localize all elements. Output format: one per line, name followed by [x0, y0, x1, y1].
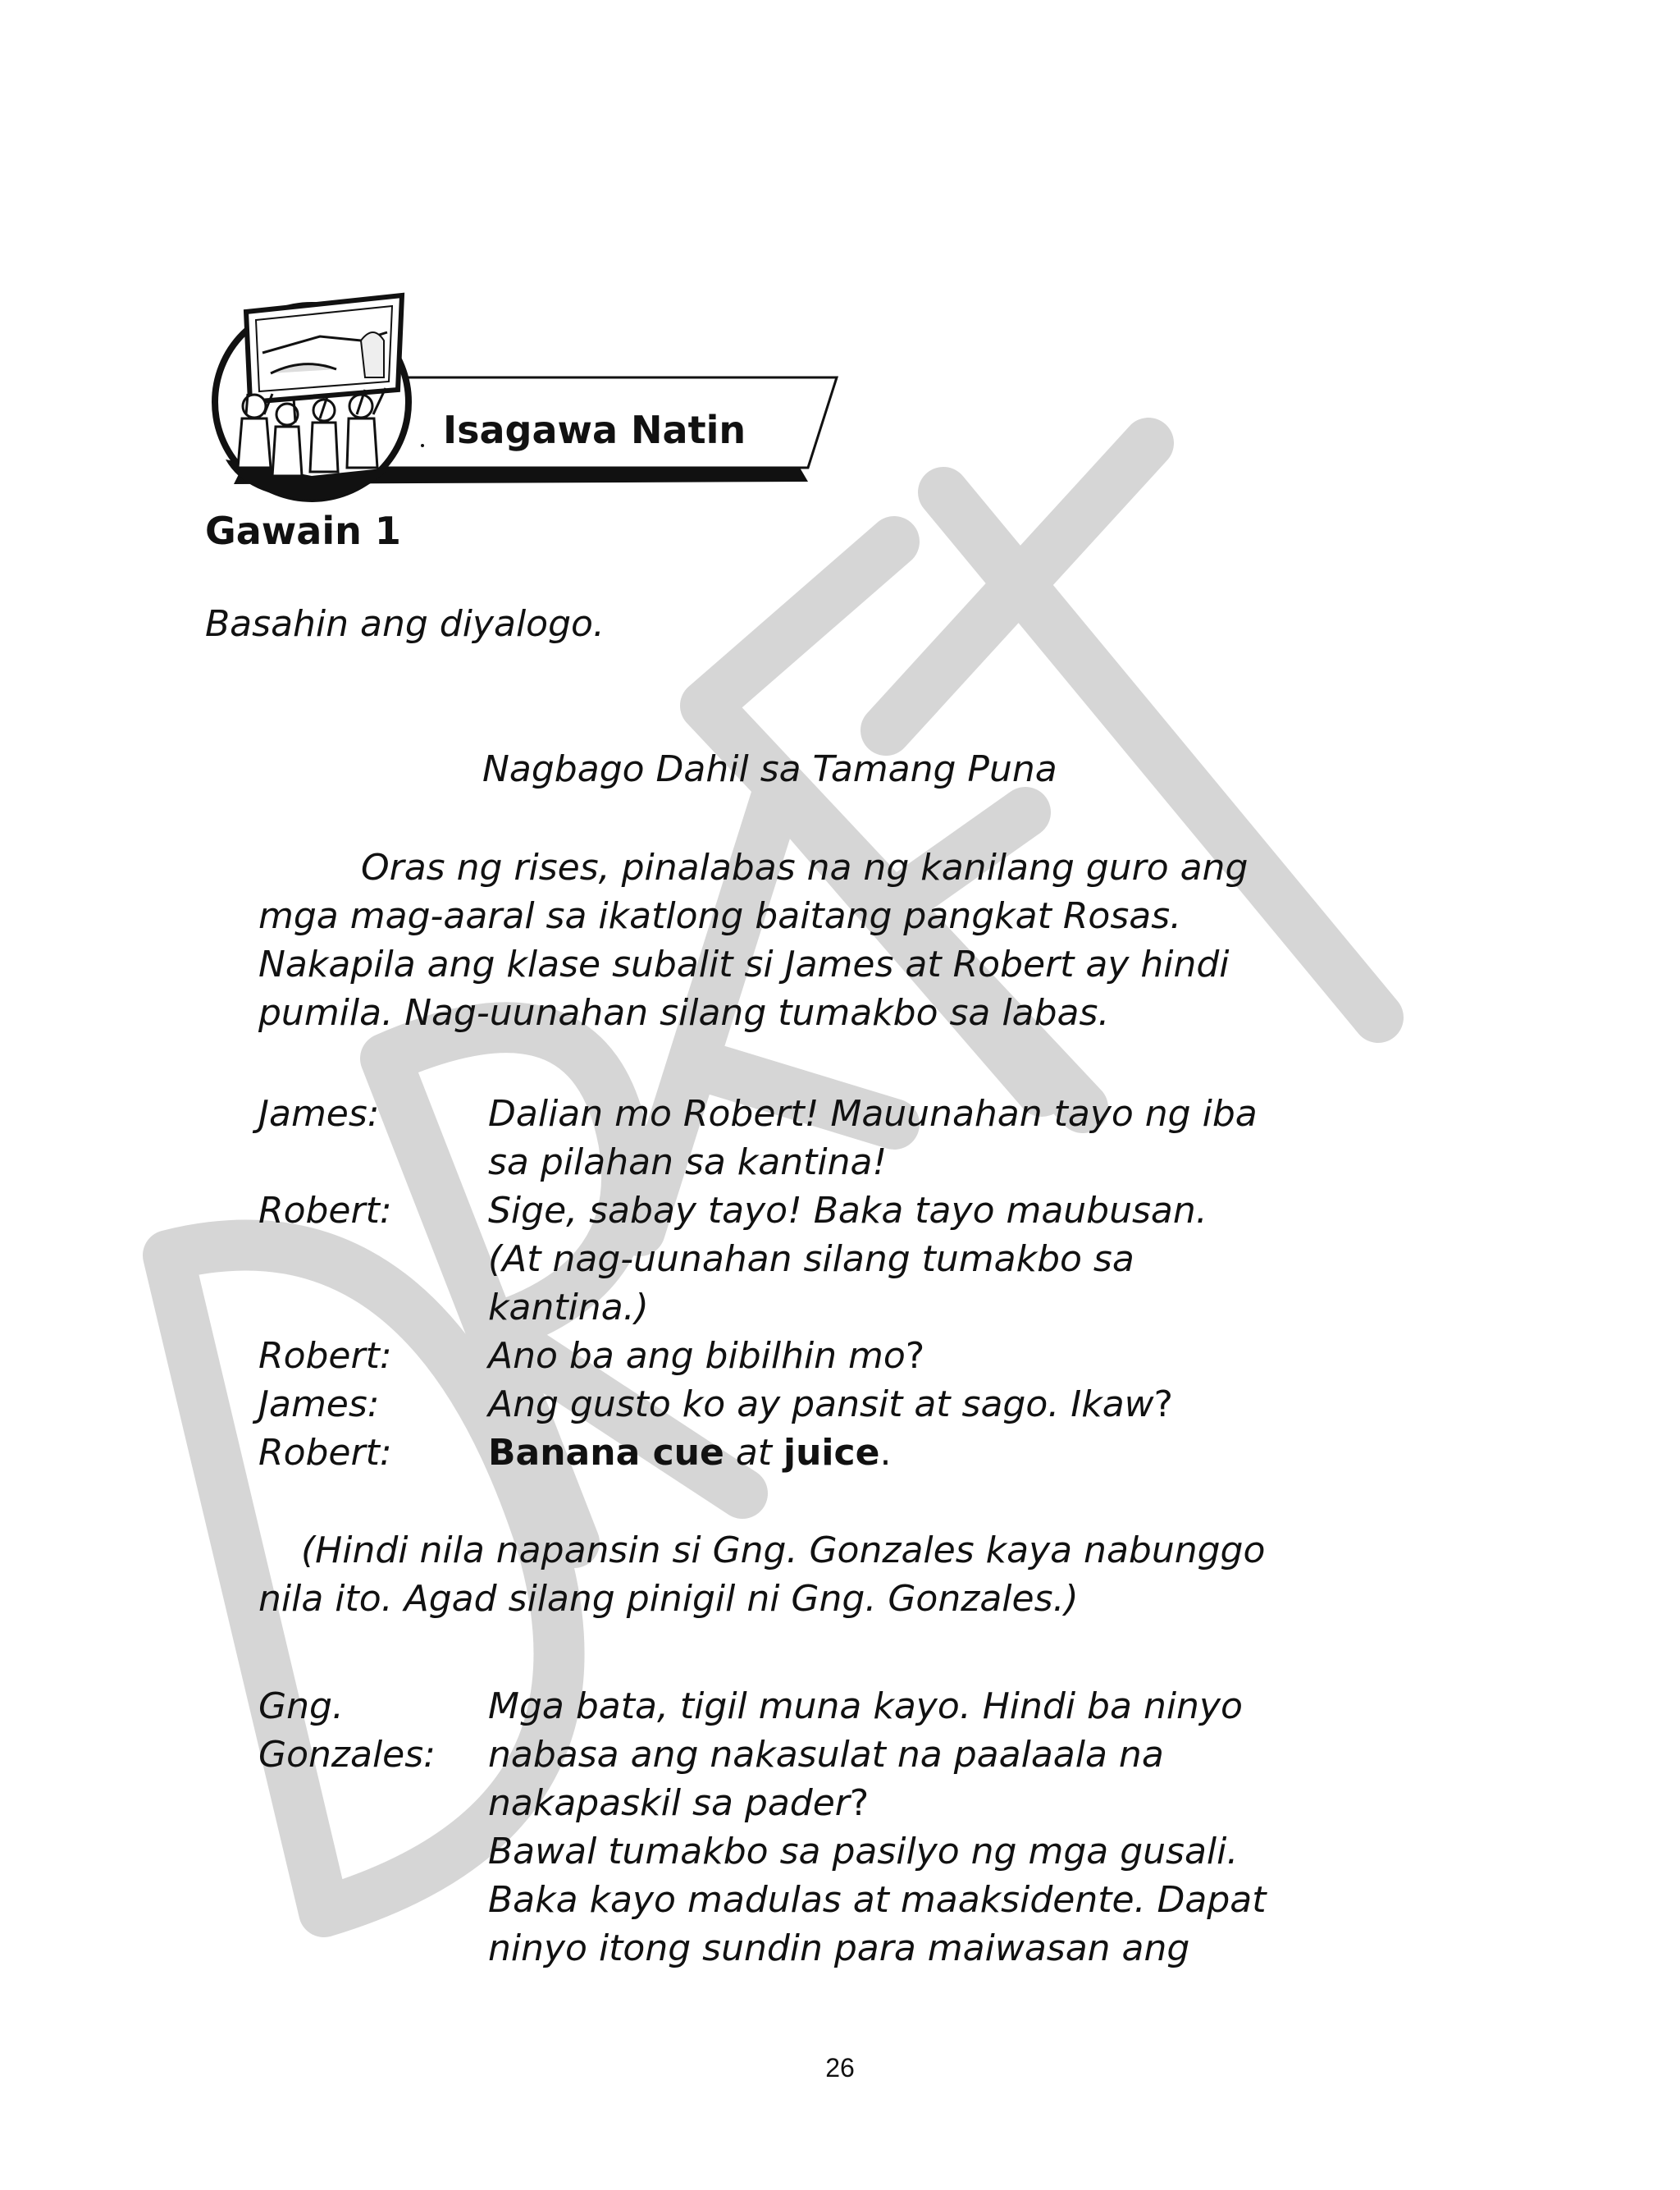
dialogue-row	[258, 1779, 1390, 1827]
narration-line: Nakapila ang klase subalit si James at Robert ay hindi	[258, 944, 1230, 985]
speaker-label	[258, 1779, 488, 1827]
dialogue-line: kantina.)	[488, 1287, 649, 1328]
dialogue-line: ninyo itong sundin para maiwasan ang	[488, 1927, 1190, 1969]
dialogue-row	[258, 1429, 1390, 1477]
speaker-label	[258, 1283, 488, 1332]
children-holding-picture-icon	[215, 295, 409, 500]
speaker-label: Robert:	[258, 1432, 392, 1474]
dialogue-row	[258, 1235, 1390, 1283]
speaker-label	[258, 1924, 488, 1973]
speaker-label	[258, 1235, 488, 1283]
dialogue-line: Banana cue at juice.	[488, 1432, 892, 1474]
dialogue-row	[258, 1138, 1390, 1186]
speaker-label	[258, 1827, 488, 1876]
speaker-label: James:	[258, 1383, 380, 1425]
speaker-label: Robert:	[258, 1190, 392, 1232]
dialogue-row	[258, 1924, 1390, 1973]
dialogue-block	[258, 1090, 1390, 1477]
narration-line: Oras ng rises, pinalabas na ng kanilang guro ang	[361, 847, 1249, 889]
narration-line: (Hindi nila napansin si Gng. Gonzales kaya nabunggo	[301, 1529, 1266, 1571]
speaker-label	[258, 1876, 488, 1924]
dialogue-row	[258, 1186, 1390, 1235]
narration-paragraph	[258, 1526, 1390, 1623]
dialogue-line: Ano ba ang bibilhin mo?	[488, 1335, 925, 1377]
dialogue-line: (At nag-uunahan silang tumakbo sa	[488, 1238, 1134, 1280]
dialogue-line: Ang gusto ko ay pansit at sago. Ikaw?	[488, 1383, 1174, 1425]
activity-title: Gawain 1	[205, 509, 401, 553]
dialogue-block	[258, 1682, 1390, 1973]
dialogue-row	[258, 1380, 1390, 1429]
dialogue-line: nabasa ang nakasulat na paalaala na	[488, 1734, 1164, 1776]
dialogue-line: Bawal tumakbo sa pasilyo ng mga gusali.	[488, 1831, 1239, 1872]
dialogue-line: Sige, sabay tayo! Baka tayo maubusan.	[488, 1190, 1208, 1232]
instruction-text: Basahin ang diyalogo.	[205, 603, 605, 645]
narration-line: mga mag-aaral sa ikatlong baitang pangkat Rosas.	[258, 895, 1182, 937]
story-title: Nagbago Dahil sa Tamang Puna	[482, 748, 1057, 790]
speaker-label	[258, 1138, 488, 1186]
dialogue-row	[258, 1283, 1390, 1332]
narration-line: pumila. Nag-uunahan silang tumakbo sa labas.	[258, 992, 1110, 1034]
dialogue-row	[258, 1731, 1390, 1779]
dialogue-line: nakapaskil sa pader?	[488, 1782, 870, 1824]
section-header-banner	[197, 291, 853, 505]
page-number: 26	[825, 2053, 855, 2083]
dialogue-row	[258, 1876, 1390, 1924]
speaker-label: James:	[258, 1093, 380, 1135]
narration-paragraph	[258, 844, 1390, 1037]
dialogue-line: Mga bata, tigil muna kayo. Hindi ba ninyo	[488, 1685, 1243, 1727]
dialogue-row	[258, 1332, 1390, 1380]
dialogue-row	[258, 1682, 1390, 1731]
speaker-label: Gonzales:	[258, 1734, 436, 1776]
speaker-label: Gng.	[258, 1685, 344, 1727]
section-title: Isagawa Natin	[443, 408, 746, 452]
dialogue-line: Baka kayo madulas at maaksidente. Dapat	[488, 1879, 1267, 1921]
speaker-label: Robert:	[258, 1335, 392, 1377]
dialogue-row	[258, 1090, 1390, 1138]
dialogue-row	[258, 1827, 1390, 1876]
dialogue-line: Dalian mo Robert! Mauunahan tayo ng iba	[488, 1093, 1258, 1135]
narration-line: nila ito. Agad silang pinigil ni Gng. Gonzales.)	[258, 1578, 1079, 1620]
dialogue-line: sa pilahan sa kantina!	[488, 1141, 888, 1183]
